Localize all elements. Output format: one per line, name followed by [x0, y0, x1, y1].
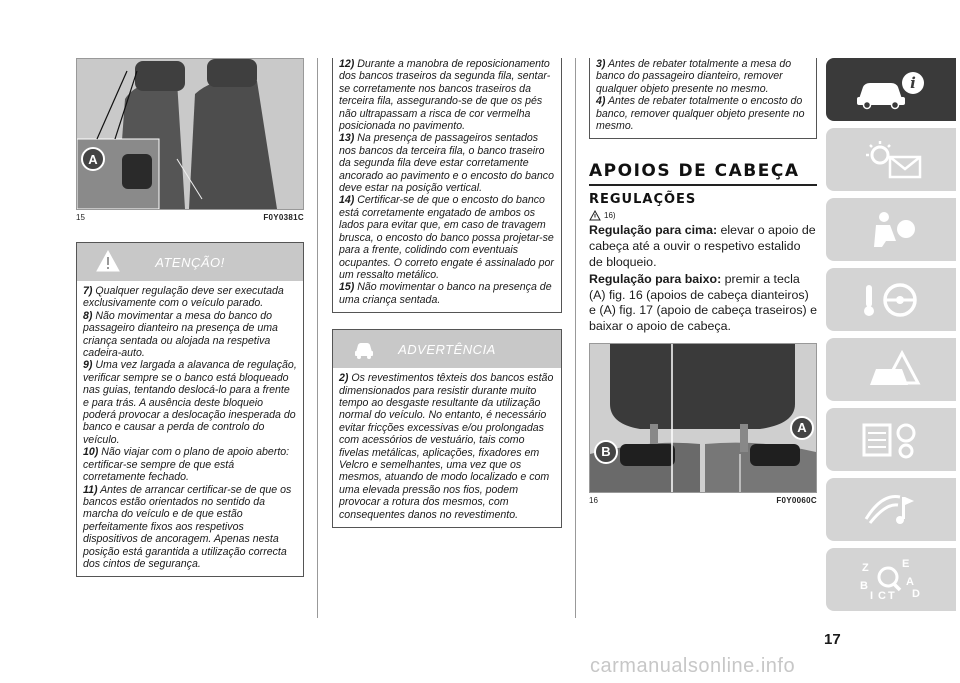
car-info-icon — [853, 69, 929, 111]
tab-warning-lights[interactable] — [826, 128, 956, 191]
steering-key-icon — [856, 279, 926, 321]
figure-code: F0Y0060C — [776, 495, 817, 505]
warning-item: 12) Durante a manobra de reposicionamento dos bancos traseiros da segunda fila, sentar-se corretamente nos bancos traseiros da terceira fila, assegurando-se de que os pés não ultrapassam a risca de cor vermelha posicionada no pavimento. — [339, 58, 551, 133]
notice-box — [332, 329, 562, 528]
airbag-safety-icon — [856, 209, 926, 251]
subsection-title: REGULAÇÕES — [589, 192, 697, 208]
multimedia-music-icon — [856, 489, 926, 531]
section-rule — [589, 184, 817, 186]
notice-box-body — [333, 368, 561, 527]
rear-seat-illustration — [77, 59, 303, 209]
svg-text:C: C — [878, 589, 886, 602]
warning-ref: 16) — [589, 210, 817, 221]
warning-item: 11) Antes de arrancar certificar-se de que os bancos estão orientados no sentido da marcha do veículo e de que estão perfeitamente fixos aos respetivos dispositivos de ancoragem. Apenas nesta posição está garantida a utilização correcta dos cintos de segurança. — [83, 483, 292, 570]
chapter-tabs — [826, 58, 956, 618]
figure-15-rear-seats — [76, 58, 304, 210]
column-2 — [332, 58, 562, 528]
warning-item: 7) Qualquer regulação deve ser executada exclusivamente com o veículo parado. — [83, 285, 284, 310]
column-separator — [317, 58, 318, 618]
notice-item: 4) Antes de rebater totalmente o encosto do banco, remover qualquer objeto presente no mesmo. — [596, 95, 805, 133]
tab-multimedia[interactable] — [826, 478, 956, 541]
column-3 — [589, 58, 817, 505]
tab-index[interactable] — [826, 548, 956, 611]
paragraph-down: Regulação para baixo: premir a tecla (A) fig. 16 (apoios de cabeça dianteiros) e (A) fig. 17 (apoio de cabeça traseiros) e baixar o apoio de cabeça. — [589, 272, 817, 333]
alphabetical-index-icon — [856, 557, 926, 603]
figure-16-caption — [589, 496, 817, 505]
warning-item: 9) Uma vez largada a alavanca de regulação, verificar sempre se o banco está bloqueado nas guias, tentando deslocá-lo para a frente e para trás. A ausência deste bloqueio poderá provocar a deslocação inesperada do banco e causar a perda de controlo do veículo. — [83, 359, 297, 446]
column-separator — [575, 58, 576, 618]
notice-box-body — [590, 58, 816, 138]
paragraph-up: Regulação para cima: elevar o apoio de cabeça até a ouvir o respetivo estalido de bloqueio. — [589, 223, 816, 269]
svg-text:D: D — [912, 587, 920, 600]
notice-box-header — [333, 330, 561, 368]
small-warning-icon — [589, 210, 601, 221]
warning-item: 13) Na presença de passageiros sentados nos bancos da terceira fila, o banco traseiro da segunda fila deve estar corretamente ancorado ao pavimento e o encosto do banco deve estar na posição vertical. — [339, 132, 554, 195]
figure-16-front-headrests — [589, 343, 817, 493]
warning-box-body — [333, 58, 561, 312]
warning-item: 15) Não movimentar o banco na presença de uma criança sentada. — [339, 281, 552, 306]
maintenance-gear-icon — [856, 419, 926, 461]
headrest-illustration — [590, 344, 816, 492]
callout-a: A — [81, 147, 105, 171]
svg-text:T: T — [888, 589, 895, 602]
svg-text:Z: Z — [862, 561, 869, 574]
section-title: APOIOS DE CABEÇA — [589, 161, 800, 182]
warning-item: 8) Não movimentar a mesa do banco do passageiro dianteiro na presença de uma criança sentada ou alojada na respetiva cadeira-auto. — [83, 309, 278, 360]
warning-item: 10) Não viajar com o plano de apoio aberto: certificar-se sempre de que está corretamente fechado. — [83, 446, 290, 484]
svg-text:E: E — [902, 557, 910, 570]
emergency-triangle-icon — [856, 349, 926, 391]
svg-text:i: i — [910, 73, 916, 92]
svg-text:B: B — [860, 579, 868, 592]
figure-15-caption — [76, 213, 304, 222]
notice-item: 2) Os revestimentos têxteis dos bancos estão dimensionados para resistir durante muito tempo ao desgaste resultante da utilização normal do veículo. No entanto, é necessário evitar fricções excessivas e/ou prolongadas com acessórios de vestuário, tais como fivelas metálicas, aplicações, fixadores em Velcro e semelhantes, uma vez que os mesmos, atuando de modo localizado e com uma elevada pressão nos fios, podem provocar a rotura dos mesmos, com consequentes danos no revestimento. — [339, 372, 554, 521]
notice-box-title: ADVERTÊNCIA — [398, 341, 496, 357]
callout-a: A — [790, 416, 814, 440]
figure-code: F0Y0381C — [263, 213, 304, 222]
warning-triangle-icon — [95, 249, 121, 273]
warning-box-continued — [332, 58, 562, 313]
section-body — [589, 223, 817, 334]
tab-safety[interactable] — [826, 198, 956, 261]
figure-number: 15 — [76, 213, 85, 222]
figure-number: 16 — [589, 495, 598, 505]
warning-box — [76, 242, 304, 577]
notice-item: 3) Antes de rebater totalmente a mesa do banco do passageiro dianteiro, remover qualquer objeto presente no mesmo. — [596, 58, 792, 95]
section-headrests — [589, 161, 817, 334]
page-number: 17 — [824, 631, 841, 648]
car-notice-icon — [351, 336, 377, 360]
warning-box-title: ATENÇÃO! — [155, 254, 225, 270]
column-1 — [76, 58, 304, 577]
tab-emergency[interactable] — [826, 338, 956, 401]
tab-maintenance[interactable] — [826, 408, 956, 471]
svg-text:I: I — [870, 589, 874, 602]
warning-lights-icon — [856, 139, 926, 181]
svg-text:A: A — [906, 575, 914, 588]
notice-box-continued — [589, 58, 817, 139]
tab-car-info[interactable] — [826, 58, 956, 121]
callout-b: B — [594, 440, 618, 464]
watermark: carmanualsonline.info — [590, 655, 796, 677]
warning-item: 14) Certificar-se de que o encosto do banco está corretamente engatado de ambos os lados para evitar que, em caso de travagem brusca, o encosto do banco possa projetar-se para a frente, colidindo com eventuais ocupantes. O correto engate é assinalado por um ressalto metálico. — [339, 194, 554, 281]
warning-box-body — [77, 281, 303, 576]
tab-starting-driving[interactable] — [826, 268, 956, 331]
warning-box-header — [77, 243, 303, 281]
